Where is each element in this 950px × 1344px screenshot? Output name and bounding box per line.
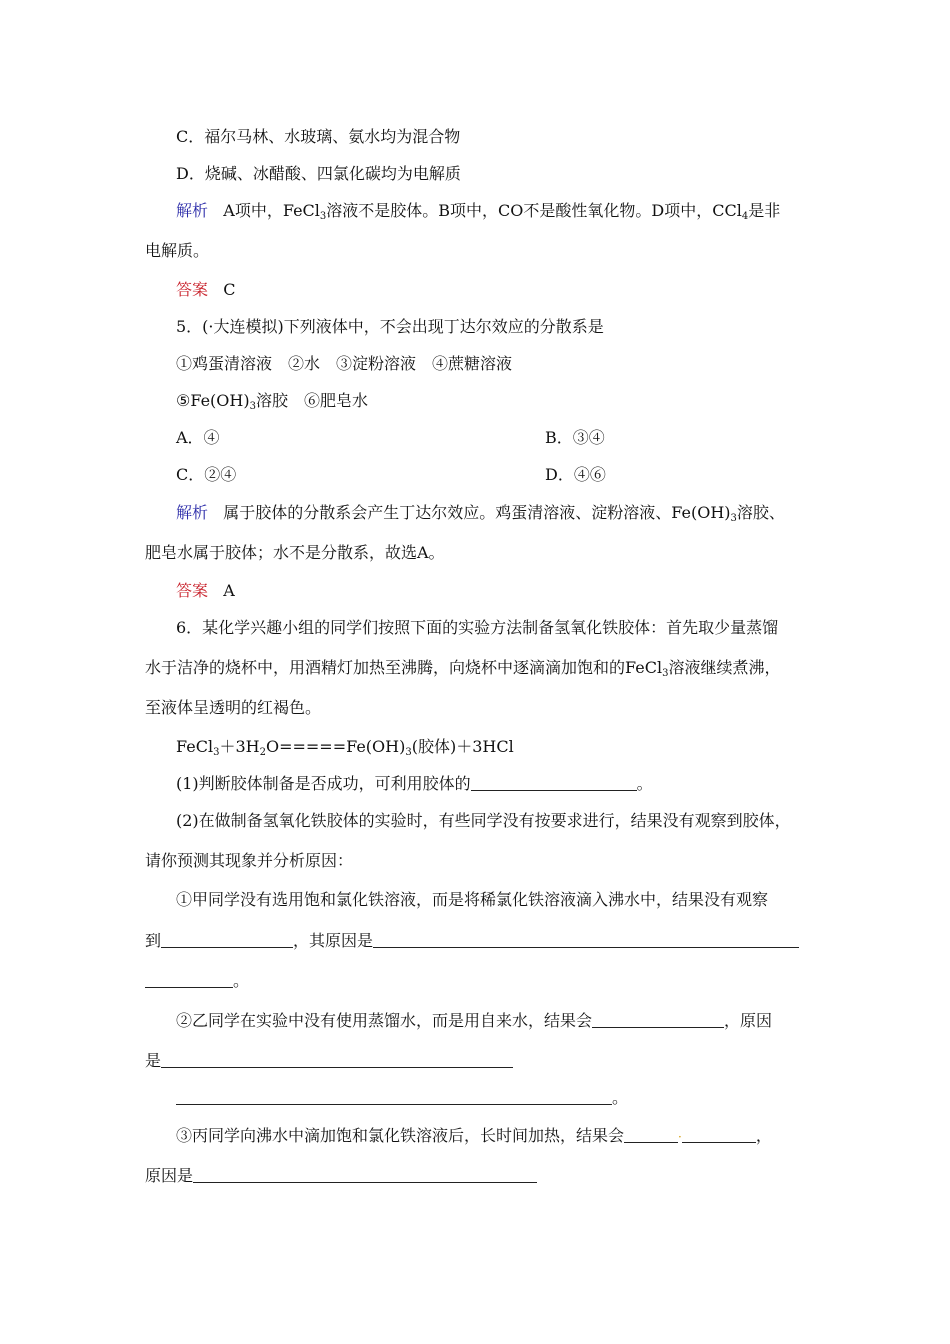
answer-blank[interactable] [193,1166,537,1183]
q5-item-text: ⑤Fe(OH) [176,391,250,410]
subscript: 3 [405,747,412,758]
q6-stem-text: 水于洁净的烧杯中，用酒精灯加热至沸腾，向烧杯中逐滴滴加饱和的FeCl [145,658,663,677]
q4-analysis-cont: 电解质。 [145,241,210,260]
equation-text: FeCl [176,737,214,756]
q6-equation [176,736,514,764]
answer-blank[interactable] [373,931,799,948]
analysis-label: 解析 [176,201,209,220]
q5-option-d: D．④⑥ [545,465,606,484]
q6-part1-text: (1)判断胶体制备是否成功，可利用胶体的 [176,774,471,793]
subscript: 4 [741,211,749,222]
q4-option-d: D．烧碱、冰醋酸、四氯化碳均为电解质 [176,164,461,183]
q4-option-c: C．福尔马林、水玻璃、氨水均为混合物 [176,127,461,146]
analysis-text: 是非 [748,201,781,220]
answer-value: A [223,581,235,600]
punctuation: ， [755,1126,772,1145]
q5-option-b: B．③④ [545,428,605,447]
punctuation: 。 [612,1088,629,1107]
q6-item1-3 [145,970,249,992]
q6-item3-text: 原因是 [145,1166,194,1185]
q5-answer [176,580,235,602]
subscript: 2 [259,747,266,758]
subscript: 3 [662,668,669,679]
punctuation: 。 [636,774,653,793]
answer-blank[interactable] [176,1088,612,1105]
equation-text: O=====Fe(OH) [265,737,406,756]
analysis-text: 溶胶、 [736,503,785,522]
analysis-text: A项中，FeCl [223,201,320,220]
q6-item3-text: ③丙同学向沸水中滴加饱和氯化铁溶液后，长时间加热，结果会 [176,1126,625,1145]
answer-blank[interactable] [145,971,233,988]
analysis-text: 溶液不是胶体。B项中，CO不是酸性氧化物。D项中，CCl [326,201,742,220]
subscript: 3 [730,513,737,524]
q4-analysis [176,200,780,228]
q5-analysis [176,502,785,530]
q5-option-a: A．④ [176,428,220,447]
equation-text: ＋3H [219,737,260,756]
q6-item2-3 [176,1087,628,1109]
subscript: 3 [213,747,220,758]
q6-part2-2: 请你预测其现象并分析原因： [145,851,354,870]
answer-blank[interactable] [471,774,637,791]
q6-item2-text: ②乙同学在实验中没有使用蒸馏水，而是用自来水，结果会 [176,1011,593,1030]
subscript: 3 [319,211,327,222]
q4-answer [176,279,236,301]
q6-item3-1 [176,1125,772,1148]
q6-item2-text: ，原因 [724,1011,773,1030]
q5-items-2 [176,390,368,418]
dot-mark: · [678,1130,682,1144]
q5-item-text: 溶胶 ⑥肥皂水 [255,391,368,410]
analysis-label: 解析 [176,503,209,522]
answer-blank[interactable] [161,1051,513,1068]
analysis-text: 属于胶体的分散系会产生丁达尔效应。鸡蛋清溶液、淀粉溶液、Fe(OH) [223,503,731,522]
q6-part1 [176,773,653,795]
q5-option-c: C．②④ [176,465,237,484]
answer-label: 答案 [176,581,209,600]
q6-stem-text: 溶液继续煮沸， [668,658,781,677]
q6-part2-1: (2)在做制备氢氧化铁胶体的实验时，有些同学没有按要求进行，结果没有观察到胶体， [176,811,791,830]
q6-item2-1 [176,1010,772,1032]
answer-value: C [223,280,236,299]
answer-label: 答案 [176,280,209,299]
q5-analysis-cont: 肥皂水属于胶体；水不是分散系，故选A。 [145,543,445,562]
q6-item1-1: ①甲同学没有选用饱和氯化铁溶液，而是将稀氯化铁溶液滴入沸水中，结果没有观察 [176,890,769,909]
q6-item2-text: 是 [145,1051,162,1070]
q6-item2-2 [145,1050,513,1072]
answer-blank[interactable] [682,1126,756,1143]
q6-stem-2 [145,657,780,685]
answer-blank[interactable] [624,1126,678,1143]
answer-blank[interactable] [592,1011,724,1028]
q5-stem: 5．(·大连模拟)下列液体中，不会出现丁达尔效应的分散系是 [176,317,604,336]
equation-text: (胶体)＋3HCl [411,737,514,756]
q6-item1-text: ，其原因是 [293,931,374,950]
q6-item3-2 [145,1165,537,1187]
answer-blank[interactable] [161,931,293,948]
q6-stem-3: 至液体呈透明的红褐色。 [145,698,322,717]
q6-item1-2 [145,930,799,952]
subscript: 3 [249,401,256,412]
q6-stem-1: 6．某化学兴趣小组的同学们按照下面的实验方法制备氢氧化铁胶体：首先取少量蒸馏 [176,618,779,637]
q5-items-1: ①鸡蛋清溶液 ②水 ③淀粉溶液 ④蔗糖溶液 [176,354,513,373]
punctuation: 。 [233,971,250,990]
q6-item1-text: 到 [145,931,162,950]
